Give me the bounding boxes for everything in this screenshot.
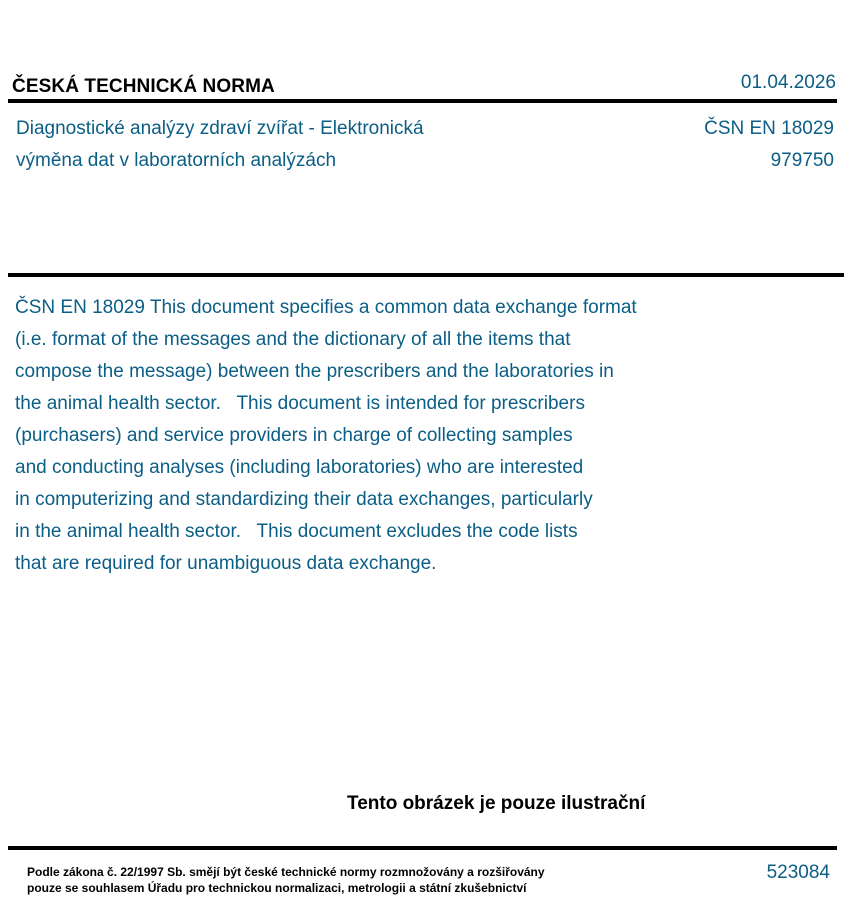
legal-line: pouze se souhlasem Úřadu pro technickou normalizaci, metrologii a státní zkušebnictví: [27, 881, 527, 895]
top-divider: [8, 99, 837, 103]
abstract-line: (i.e. format of the messages and the dictionary of all the items that: [15, 329, 571, 350]
abstract-line: compose the message) between the prescribers and the laboratories in: [15, 361, 614, 382]
legal-notice: [27, 864, 545, 896]
abstract-line: that are required for unambiguous data exchange.: [15, 553, 437, 574]
abstract-line: in the animal health sector. This document excludes the code lists: [15, 521, 578, 542]
bottom-divider: [8, 846, 837, 850]
standard-code: ČSN EN 18029: [704, 118, 834, 139]
illustration-note: Tento obrázek je pouze ilustrační: [347, 793, 646, 814]
middle-divider: [8, 273, 844, 277]
abstract: [15, 292, 735, 580]
legal-line: Podle zákona č. 22/1997 Sb. smějí být české technické normy rozmnožovány a rozšiřovány: [27, 865, 545, 879]
abstract-line: the animal health sector. This document is intended for prescribers: [15, 393, 585, 414]
catalog-number: 979750: [770, 150, 834, 171]
abstract-line: in computerizing and standardizing their data exchanges, particularly: [15, 489, 593, 510]
header-date: 01.04.2026: [740, 72, 836, 93]
document-title-line-2: výměna dat v laboratorních analýzách: [16, 150, 337, 171]
header-title: ČESKÁ TECHNICKÁ NORMA: [12, 76, 275, 97]
abstract-line: (purchasers) and service providers in charge of collecting samples: [15, 425, 573, 446]
abstract-line: and conducting analyses (including laboratories) who are interested: [15, 457, 584, 478]
footer-code: 523084: [766, 862, 830, 883]
document-title-line-1: Diagnostické analýzy zdraví zvířat - Elektronická: [16, 118, 424, 139]
abstract-line: ČSN EN 18029 This document specifies a common data exchange format: [15, 297, 637, 318]
